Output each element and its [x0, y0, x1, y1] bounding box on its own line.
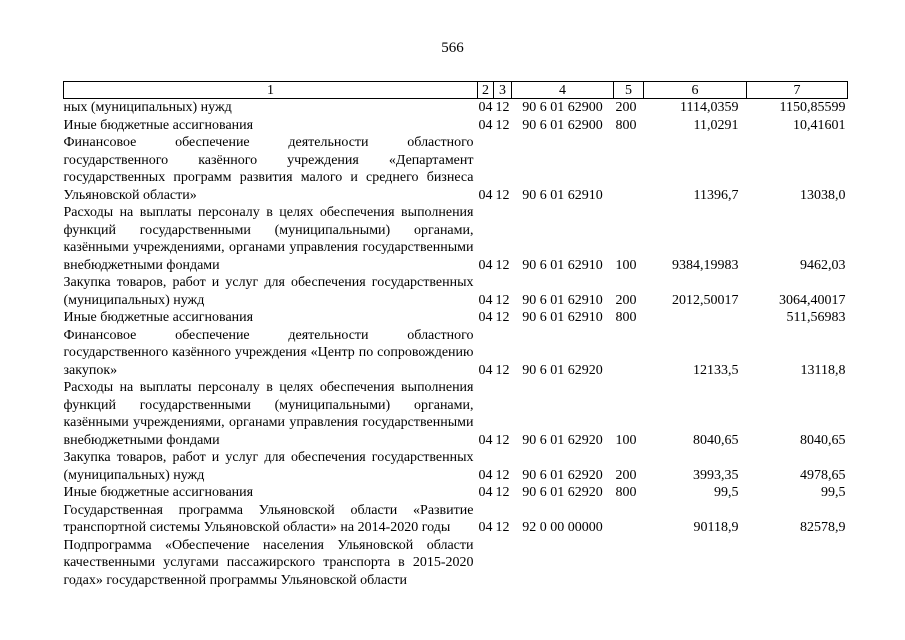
row-expense-type: 800	[615, 485, 637, 500]
table-row	[64, 134, 848, 204]
row-expense-type: 800	[615, 117, 637, 133]
row-amount-year1: 3993,35	[693, 467, 739, 483]
header-col-3: 3	[494, 82, 512, 99]
row-amount-year1: 9384,19983	[672, 257, 739, 273]
row-amount-year1	[644, 309, 747, 327]
row-section: 04	[478, 485, 493, 500]
row-amount-year2: 1150,85599	[779, 100, 846, 115]
row-target-code: 90 6 01 62910	[522, 310, 603, 325]
row-subsection: 12	[495, 362, 510, 378]
row-section: 04	[478, 310, 493, 325]
row-target-code: 90 6 01 62920	[522, 467, 603, 483]
table-row	[64, 309, 848, 327]
header-col-5: 5	[614, 82, 644, 99]
row-section: 04	[478, 117, 493, 133]
row-name: Закупка товаров, работ и услуг для обеспечения государственных (муниципальных) нужд	[63, 275, 474, 308]
row-amount-year1: 12133,5	[693, 362, 739, 378]
row-target-code: 90 6 01 62910	[522, 257, 603, 273]
row-subsection: 12	[495, 117, 510, 133]
row-subsection: 12	[495, 432, 510, 448]
row-amount-year2: 10,41601	[793, 117, 846, 133]
header-col-4: 4	[512, 82, 614, 99]
row-target-code: 90 6 01 62910	[522, 292, 603, 308]
header-row	[64, 82, 848, 99]
row-target-code: 92 0 00 00000	[522, 520, 603, 535]
table-row	[64, 484, 848, 502]
row-expense-type	[614, 134, 644, 204]
row-expense-type: 800	[615, 310, 637, 325]
row-subsection	[494, 537, 512, 590]
row-section: 04	[478, 432, 493, 448]
row-name: Расходы на выплаты персоналу в целях обеспечения выполнения функций государственными (муниципальными) органами, казёнными учреждениями, органами управления государственными внебюджетными фондами	[63, 380, 474, 448]
row-section	[478, 537, 494, 590]
row-amount-year2: 13118,8	[800, 362, 846, 378]
row-amount-year2: 13038,0	[800, 187, 846, 203]
row-target-code: 90 6 01 62920	[522, 485, 603, 500]
table-row	[64, 117, 848, 135]
table-row	[64, 449, 848, 484]
row-target-code: 90 6 01 62920	[522, 432, 603, 448]
budget-table	[63, 81, 848, 589]
row-section: 04	[478, 100, 493, 115]
row-amount-year1: 90118,9	[693, 520, 739, 535]
row-amount-year2: 8040,65	[800, 432, 846, 448]
table-row	[64, 502, 848, 537]
row-target-code: 90 6 01 62900	[522, 100, 603, 115]
row-expense-type: 200	[615, 292, 637, 308]
row-amount-year1: 99,5	[714, 485, 739, 500]
table-row	[64, 537, 848, 590]
row-subsection: 12	[495, 257, 510, 273]
row-expense-type	[614, 502, 644, 537]
row-section: 04	[478, 257, 493, 273]
row-expense-type: 100	[615, 257, 637, 273]
row-subsection: 12	[495, 292, 510, 308]
header-col-2: 2	[478, 82, 494, 99]
row-amount-year2: 511,56983	[786, 310, 846, 325]
row-section: 04	[478, 467, 493, 483]
row-name: Подпрограмма «Обеспечение населения Ульяновской области качественными услугами пассажирского транспорта в 2015-2020 годах» государственной программы Ульяновской области	[63, 537, 474, 588]
row-name: Финансовое обеспечение деятельности областного государственного казённого учреждения «Департамент государственных программ развития малого и среднего бизнеса Ульяновской области»	[63, 135, 474, 203]
row-name: Иные бюджетные ассигнования	[63, 117, 254, 133]
row-expense-type	[614, 327, 644, 380]
row-name: ных (муниципальных) нужд	[63, 100, 232, 115]
row-amount-year2: 82578,9	[800, 520, 846, 535]
table-body	[64, 99, 848, 590]
row-expense-type: 200	[615, 100, 637, 115]
row-amount-year2: 99,5	[821, 485, 846, 500]
row-amount-year1: 8040,65	[693, 432, 739, 448]
row-subsection: 12	[495, 467, 510, 483]
row-subsection: 12	[495, 310, 510, 325]
row-amount-year1	[644, 537, 747, 590]
header-col-1: 1	[64, 82, 478, 99]
row-target-code: 90 6 01 62900	[522, 117, 603, 133]
row-section: 04	[478, 362, 493, 378]
row-name: Иные бюджетные ассигнования	[63, 485, 254, 500]
header-col-6: 6	[644, 82, 747, 99]
row-amount-year1: 1114,0359	[680, 100, 739, 115]
table-row	[64, 327, 848, 380]
row-expense-type: 100	[615, 432, 637, 448]
row-section: 04	[478, 520, 493, 535]
row-subsection: 12	[495, 100, 510, 115]
row-subsection: 12	[495, 187, 510, 203]
row-name: Государственная программа Ульяновской области «Развитие транспортной системы Ульяновской области» на 2014-2020 годы	[63, 502, 474, 535]
row-amount-year1: 11396,7	[693, 187, 739, 203]
row-section: 04	[478, 187, 493, 203]
table-row	[64, 204, 848, 274]
row-name: Финансовое обеспечение деятельности областного государственного казённого учреждения «Центр по сопровождению закупок»	[63, 327, 474, 378]
row-target-code: 90 6 01 62910	[522, 187, 603, 203]
row-expense-type: 200	[615, 467, 637, 483]
row-subsection: 12	[495, 485, 510, 500]
row-target-code	[512, 537, 614, 590]
row-name: Иные бюджетные ассигнования	[63, 310, 254, 325]
table-row	[64, 379, 848, 449]
page-number: 566	[441, 40, 464, 56]
row-amount-year2: 4978,65	[800, 467, 846, 483]
row-expense-type	[614, 537, 644, 590]
row-subsection: 12	[495, 520, 510, 535]
row-name: Расходы на выплаты персоналу в целях обеспечения выполнения функций государственными (муниципальными) органами, казёнными учреждениями, органами управления государственными внебюджетными фондами	[63, 205, 474, 273]
table-row	[64, 99, 848, 117]
header-col-7: 7	[747, 82, 848, 99]
row-amount-year1: 2012,50017	[672, 292, 739, 308]
row-amount-year2: 3064,40017	[779, 292, 846, 308]
row-amount-year2: 9462,03	[800, 257, 846, 273]
row-section: 04	[478, 292, 493, 308]
row-amount-year1: 11,0291	[693, 117, 739, 133]
row-target-code: 90 6 01 62920	[522, 362, 603, 378]
table-row	[64, 274, 848, 309]
row-name: Закупка товаров, работ и услуг для обеспечения государственных (муниципальных) нужд	[63, 450, 474, 483]
row-amount-year2	[747, 537, 848, 590]
